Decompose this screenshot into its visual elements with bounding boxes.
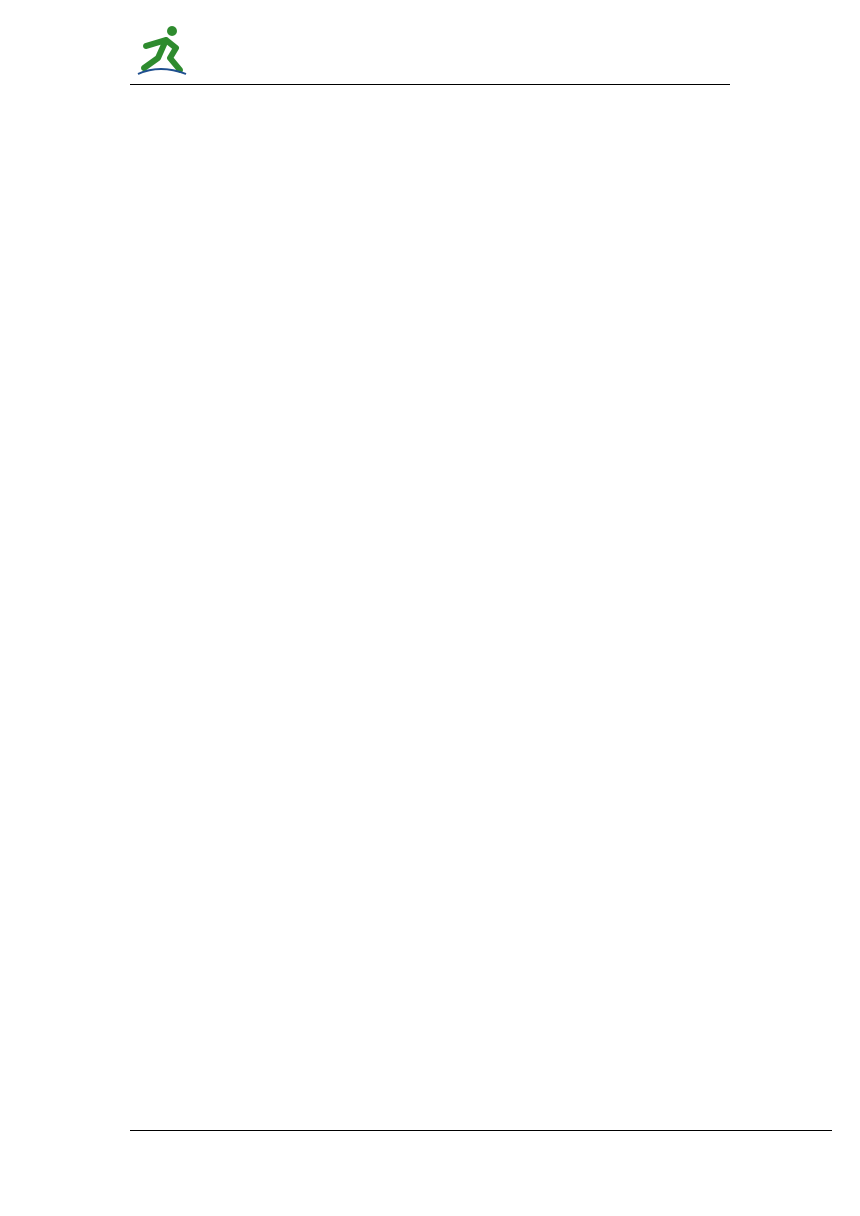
header-divider xyxy=(130,84,730,85)
instructions xyxy=(130,127,732,147)
footer-divider xyxy=(130,1130,832,1131)
passage-b-label xyxy=(130,187,732,207)
document-body xyxy=(130,107,732,207)
page-header xyxy=(130,22,730,86)
passage-a-label xyxy=(130,146,732,166)
guide-text xyxy=(130,168,732,188)
runner-logo-icon xyxy=(136,24,188,78)
site-logo[interactable] xyxy=(130,22,340,84)
section-title xyxy=(130,107,732,127)
